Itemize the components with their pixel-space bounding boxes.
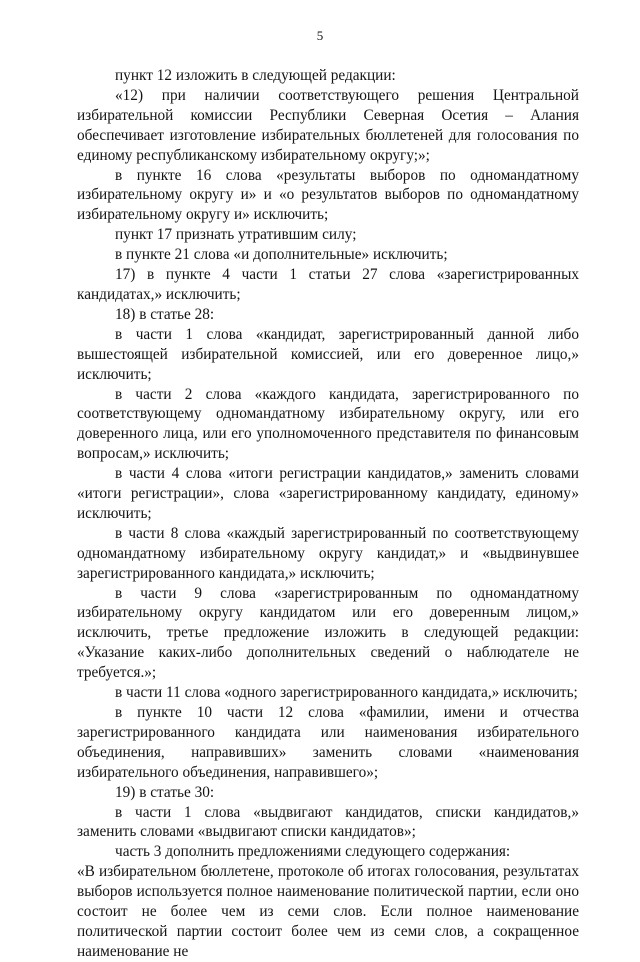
paragraph: в части 4 слова «итоги регистрации кандидатов,» заменить словами «итоги регистрации», слова «зарегистрированному кандидату, единому» исключить; [77,465,579,522]
paragraph: в части 9 слова «зарегистрированным по одномандатному избирательному округу кандидатом или его доверенным лицом,» исключить, третье предложение изложить в следующей редакции: «Указание каких-либо дополнительных сведений о наблюдателе не требуется.»; [77,584,579,682]
paragraph: 19) в статье 30: [115,783,215,801]
paragraph: «В избирательном бюллетене, протоколе об итогах голосования, результатах выборов используется полное наименование политической партии, если оно состоит не более чем из семи слов. Если полное наименование политической партии состоит более чем из семи слов, а сокращенное наименование не [77,863,579,960]
page-number: 5 [316,28,324,43]
paragraph: 18) в статье 28: [115,305,215,323]
paragraph: «12) при наличии соответствующего решения Центральной избирательной комиссии Республики Северная Осетия – Алания обеспечивает изготовление избирательных бюллетеней для голосования по единому республиканскому избирательному округу;»; [77,86,579,164]
paragraph: в части 2 слова «каждого кандидата, зарегистрированного по соответствующему одномандатному избирательному округу, или его доверенного лица, или его уполномоченного представителя по финансовым вопросам,» исключить; [77,385,579,463]
document-body [77,66,579,962]
paragraph: в пункте 10 части 12 слова «фамилии, имени и отчества зарегистрированного кандидата или наименования избирательного объединения, направивших» заменить словами «наименования избирательного объединения, направившего»; [77,704,579,781]
paragraph: в части 1 слова «кандидат, зарегистрированный данной либо вышестоящей избирательной комиссией, или его доверенное лицо,» исключить; [77,325,579,383]
paragraph: в части 1 слова «выдвигают кандидатов, списки кандидатов,» заменить словами «выдвигают списки кандидатов»; [77,803,579,841]
paragraph: в части 8 слова «каждый зарегистрированный по соответствующему одномандатному избирательному округу кандидат,» и «выдвинувшее зарегистрированного кандидата,» исключить; [77,524,579,582]
paragraph: в пункте 16 слова «результаты выборов по одномандатному избирательному округу и» и «о результатов выборов по одномандатному избирательному округу и» исключить; [77,166,579,224]
paragraph: в части 11 слова «одного зарегистрированного кандидата,» исключить; [115,684,578,702]
paragraph: в пункте 21 слова «и дополнительные» исключить; [115,246,448,264]
paragraph: часть 3 дополнить предложениями следующего содержания: [115,843,511,861]
paragraph: пункт 17 признать утратившим силу; [115,226,357,244]
paragraph: пункт 12 изложить в следующей редакции: [115,67,396,84]
paragraph: 17) в пункте 4 части 1 статьи 27 слова «зарегистрированных кандидатах,» исключить; [77,266,579,303]
